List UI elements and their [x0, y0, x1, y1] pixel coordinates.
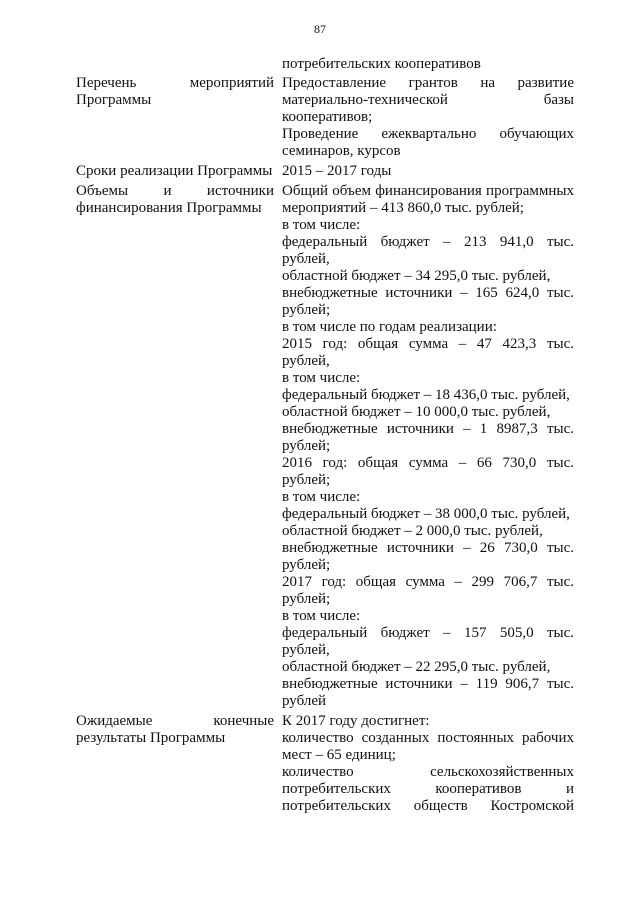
- row-label: [76, 75, 274, 109]
- value-line: федеральный бюджет – 18 436,0 тыс. рублей,: [282, 387, 570, 403]
- value-line: 2017 год: общая сумма – 299 706,7 тыс.: [282, 574, 574, 590]
- row-value: [282, 75, 574, 160]
- passport-table: [76, 56, 574, 815]
- value-line: в том числе по годам реализации:: [282, 319, 497, 335]
- value-line: мероприятий – 413 860,0 тыс. рублей;: [282, 200, 524, 216]
- value-line: кооперативов;: [282, 109, 373, 125]
- value-line: потребительских кооперативов и: [282, 781, 574, 797]
- row-label: [76, 163, 274, 180]
- value-line: 2015 – 2017 годы: [282, 163, 392, 179]
- row-value: [282, 56, 574, 73]
- label-line: Объемы и источники: [76, 183, 274, 199]
- value-line: мест – 65 единиц;: [282, 747, 396, 763]
- value-line: в том числе:: [282, 489, 361, 505]
- value-line: количество сельскохозяйственных: [282, 764, 574, 780]
- value-line: материально-технической базы: [282, 92, 574, 108]
- value-line: Общий объем финансирования программных: [282, 183, 574, 199]
- row-value: [282, 713, 574, 815]
- value-line: рублей,: [282, 642, 330, 658]
- row-label: [76, 183, 274, 217]
- table-row-results: [76, 713, 574, 815]
- label-line: Программы: [76, 92, 152, 108]
- value-line: 2015 год: общая сумма – 47 423,3 тыс.: [282, 336, 574, 352]
- value-line: внебюджетные источники – 165 624,0 тыс.: [282, 285, 574, 301]
- label-line: результаты Программы: [76, 730, 226, 746]
- value-line: 2016 год: общая сумма – 66 730,0 тыс.: [282, 455, 574, 471]
- label-line: Перечень мероприятий: [76, 75, 274, 91]
- value-line: федеральный бюджет – 157 505,0 тыс.: [282, 625, 574, 641]
- row-value: [282, 163, 574, 180]
- table-row-continuation: [76, 56, 574, 73]
- table-row-period: [76, 163, 574, 180]
- value-line: в том числе:: [282, 217, 361, 233]
- value-line: областной бюджет – 22 295,0 тыс. рублей,: [282, 659, 551, 675]
- value-line: федеральный бюджет – 38 000,0 тыс. рублей,: [282, 506, 570, 522]
- value-line: Проведение ежеквартально обучающих: [282, 126, 574, 142]
- label-line: Сроки реализации Программы: [76, 163, 273, 179]
- value-line: рублей;: [282, 591, 331, 607]
- value-line: областной бюджет – 34 295,0 тыс. рублей,: [282, 268, 551, 284]
- row-value: [282, 183, 574, 710]
- label-line: финансирования Программы: [76, 200, 262, 216]
- value-line: рублей;: [282, 438, 331, 454]
- value-line: рублей;: [282, 302, 331, 318]
- value-line: рублей;: [282, 557, 331, 573]
- value-line: рублей;: [282, 472, 331, 488]
- value-line: областной бюджет – 2 000,0 тыс. рублей,: [282, 523, 543, 539]
- label-line: Ожидаемые конечные: [76, 713, 274, 729]
- value-line: потребительских кооперативов: [282, 56, 481, 72]
- value-line: К 2017 году достигнет:: [282, 713, 430, 729]
- value-line: рублей,: [282, 251, 330, 267]
- value-line: внебюджетные источники – 119 906,7 тыс.: [282, 676, 574, 692]
- table-row-measures: [76, 75, 574, 160]
- value-line: количество созданных постоянных рабочих: [282, 730, 574, 746]
- value-line: Предоставление грантов на развитие: [282, 75, 574, 91]
- value-line: в том числе:: [282, 370, 361, 386]
- value-line: федеральный бюджет – 213 941,0 тыс.: [282, 234, 574, 250]
- value-line: в том числе:: [282, 608, 361, 624]
- value-line: семинаров, курсов: [282, 143, 401, 159]
- value-line: рублей: [282, 693, 327, 709]
- value-line: рублей,: [282, 353, 330, 369]
- value-line: областной бюджет – 10 000,0 тыс. рублей,: [282, 404, 551, 420]
- value-line: потребительских обществ Костромской: [282, 798, 574, 814]
- table-row-financing: [76, 183, 574, 710]
- value-line: внебюджетные источники – 1 8987,3 тыс.: [282, 421, 574, 437]
- row-label: [76, 713, 274, 747]
- value-line: внебюджетные источники – 26 730,0 тыс.: [282, 540, 574, 556]
- page-number: 87: [314, 22, 326, 36]
